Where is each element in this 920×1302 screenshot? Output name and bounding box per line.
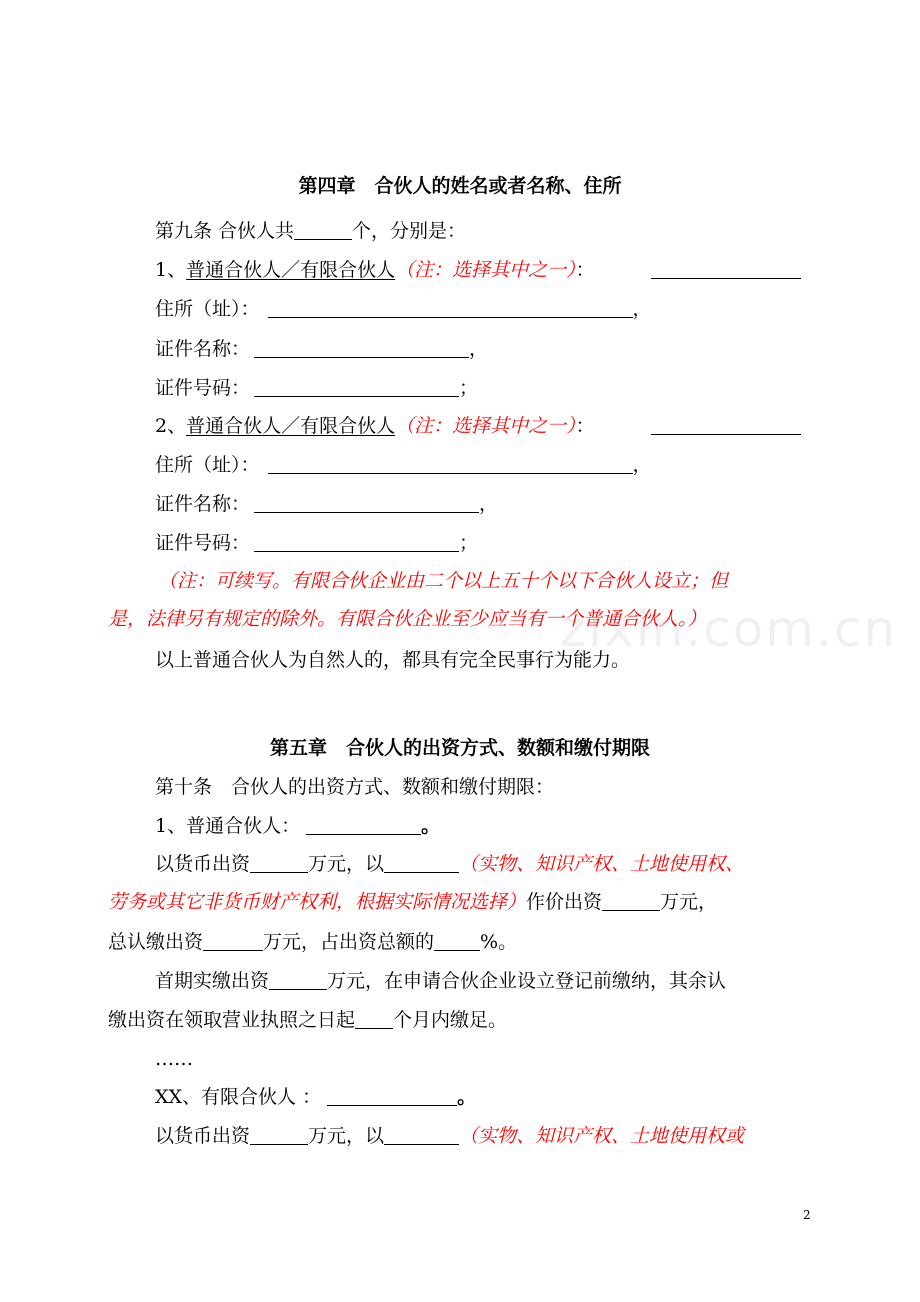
- first-payment-line-2: [108, 1008, 507, 1032]
- partner-1-id-number-line: [155, 376, 478, 400]
- article-9: [155, 219, 466, 243]
- partner-2-name-line: [651, 414, 801, 438]
- note-line-2: 是，法律另有规定的除外。有限合伙企业至少应当有一个普通合伙人。）: [108, 608, 707, 630]
- contribution-line-3: [108, 930, 517, 954]
- valued-unit: 万元，: [660, 891, 718, 913]
- noncash-type-blank[interactable]: [384, 852, 459, 873]
- limited-partner-blank[interactable]: [327, 1085, 457, 1106]
- chapter-5-title: 第五章 合伙人的出资方式、数额和缴付期限: [269, 737, 650, 759]
- partner-2-num: 2、: [155, 415, 187, 437]
- cash2-prefix: 以货币出资: [155, 1125, 251, 1147]
- partner-2-address-line: [155, 453, 652, 477]
- capacity-text: 以上普通合伙人为自然人的，都具有完全民事行为能力。: [155, 649, 631, 671]
- partner-2-type-line: [155, 414, 595, 438]
- cash-amount-blank[interactable]: [250, 852, 308, 873]
- first-payment-prefix: 首期实缴出资: [155, 970, 270, 992]
- note-line-1: （注：可续写。有限合伙企业由二个以上五十个以下合伙人设立；但: [158, 570, 729, 592]
- partner-2-id-name-label: 证件名称：: [155, 493, 251, 515]
- partner-2-id-number-end: ；: [459, 532, 479, 554]
- partner-1-address-blank[interactable]: [268, 297, 633, 318]
- general-partner-line: [155, 814, 440, 838]
- first-payment-line2-prefix: 缴出资在领取营业执照之日起: [108, 1009, 356, 1031]
- contribution-note-1: （实物、知识产权、土地使用权、: [459, 853, 745, 875]
- limited-partner-line: [155, 1085, 476, 1109]
- total-amount-blank[interactable]: [203, 930, 263, 951]
- first-payment-middle: 万元，在申请合伙企业设立登记前缴纳，其余认: [327, 970, 727, 992]
- partner-1-type-line: [155, 258, 595, 282]
- partner-2-address-end: ，: [632, 454, 652, 476]
- percent-blank[interactable]: [434, 930, 480, 951]
- partner-2-address-label: 住所（址）：: [155, 454, 260, 476]
- partner-1-name-line: [651, 258, 801, 282]
- first-payment-line-1: [155, 969, 726, 993]
- total-prefix: 总认缴出资: [108, 931, 204, 953]
- contribution-note-2: 劳务或其它非货币财产权利，根据实际情况选择）: [108, 891, 527, 913]
- partner-1-colon: ：: [575, 259, 595, 281]
- partner-1-address-label: 住所（址）：: [155, 298, 260, 320]
- limited-partner-end: 。: [457, 1086, 477, 1108]
- watermark: zixin.com.cn: [560, 600, 898, 658]
- partner-1-type: 普通合伙人／有限合伙人: [186, 259, 396, 281]
- months-blank[interactable]: [355, 1008, 393, 1029]
- contribution2-line: [155, 1124, 744, 1148]
- valued-amount-blank[interactable]: [602, 890, 660, 911]
- page-number: 2: [803, 1208, 811, 1222]
- partner-2-type: 普通合伙人／有限合伙人: [186, 415, 396, 437]
- partner-2-id-name-blank[interactable]: [254, 492, 479, 513]
- article-9-prefix: 第九条 合伙人共: [155, 220, 295, 242]
- general-partner-blank[interactable]: [306, 814, 421, 835]
- article-9-suffix: 个，分别是：: [352, 220, 467, 242]
- partner-2-id-number-label: 证件号码：: [155, 532, 251, 554]
- contribution-line-1: [155, 852, 744, 876]
- contribution-line-2: [108, 890, 717, 914]
- partner-1-id-name-label: 证件名称：: [155, 338, 251, 360]
- partner-1-id-number-blank[interactable]: [254, 376, 459, 397]
- limited-partner-label: XX、有限合伙人 ：: [155, 1086, 322, 1108]
- partner-1-id-name-line: [155, 337, 488, 361]
- noncash2-type-blank[interactable]: [384, 1124, 459, 1145]
- partner-1-num: 1、: [155, 259, 187, 281]
- partner-1-address-line: [155, 297, 652, 321]
- cash2-amount-blank[interactable]: [250, 1124, 308, 1145]
- partner-2-id-number-blank[interactable]: [254, 531, 459, 552]
- general-partner-end: 。: [421, 815, 441, 837]
- total-unit: 万元，占出资总额的: [263, 931, 435, 953]
- cash-prefix: 以货币出资: [155, 853, 251, 875]
- percent-sign: %。: [480, 931, 518, 953]
- partner-2-note: （注：选择其中之一）: [395, 415, 576, 437]
- partner-1-name-blank[interactable]: [651, 258, 801, 279]
- chapter-4-title: 第四章 合伙人的姓名或者名称、住所: [298, 175, 622, 197]
- partner-2-name-blank[interactable]: [651, 414, 801, 435]
- partner-1-id-name-end: ，: [469, 338, 489, 360]
- partner-2-address-blank[interactable]: [268, 453, 633, 474]
- ellipsis: ……: [155, 1048, 193, 1070]
- contribution2-note: （实物、知识产权、土地使用权或: [459, 1125, 745, 1147]
- partner-count-blank[interactable]: [294, 219, 352, 240]
- partner-2-id-number-line: [155, 531, 478, 555]
- first-payment-blank[interactable]: [269, 969, 327, 990]
- partner-1-id-number-end: ；: [459, 377, 479, 399]
- cash2-unit: 万元，以: [308, 1125, 385, 1147]
- article-10: 第十条 合伙人的出资方式、数额和缴付期限：: [155, 776, 555, 798]
- cash-unit: 万元，以: [308, 853, 385, 875]
- general-partner-label: 1、普通合伙人：: [155, 815, 301, 837]
- valued-text: 作价出资: [526, 891, 603, 913]
- partner-1-id-name-blank[interactable]: [254, 337, 469, 358]
- partner-2-id-name-end: ，: [479, 493, 499, 515]
- partner-2-id-name-line: [155, 492, 498, 516]
- partner-1-note: （注：选择其中之一）: [395, 259, 576, 281]
- partner-1-address-end: ，: [632, 298, 652, 320]
- partner-2-colon: ：: [575, 415, 595, 437]
- first-payment-line2-suffix: 个月内缴足。: [393, 1009, 508, 1031]
- partner-1-id-number-label: 证件号码：: [155, 377, 251, 399]
